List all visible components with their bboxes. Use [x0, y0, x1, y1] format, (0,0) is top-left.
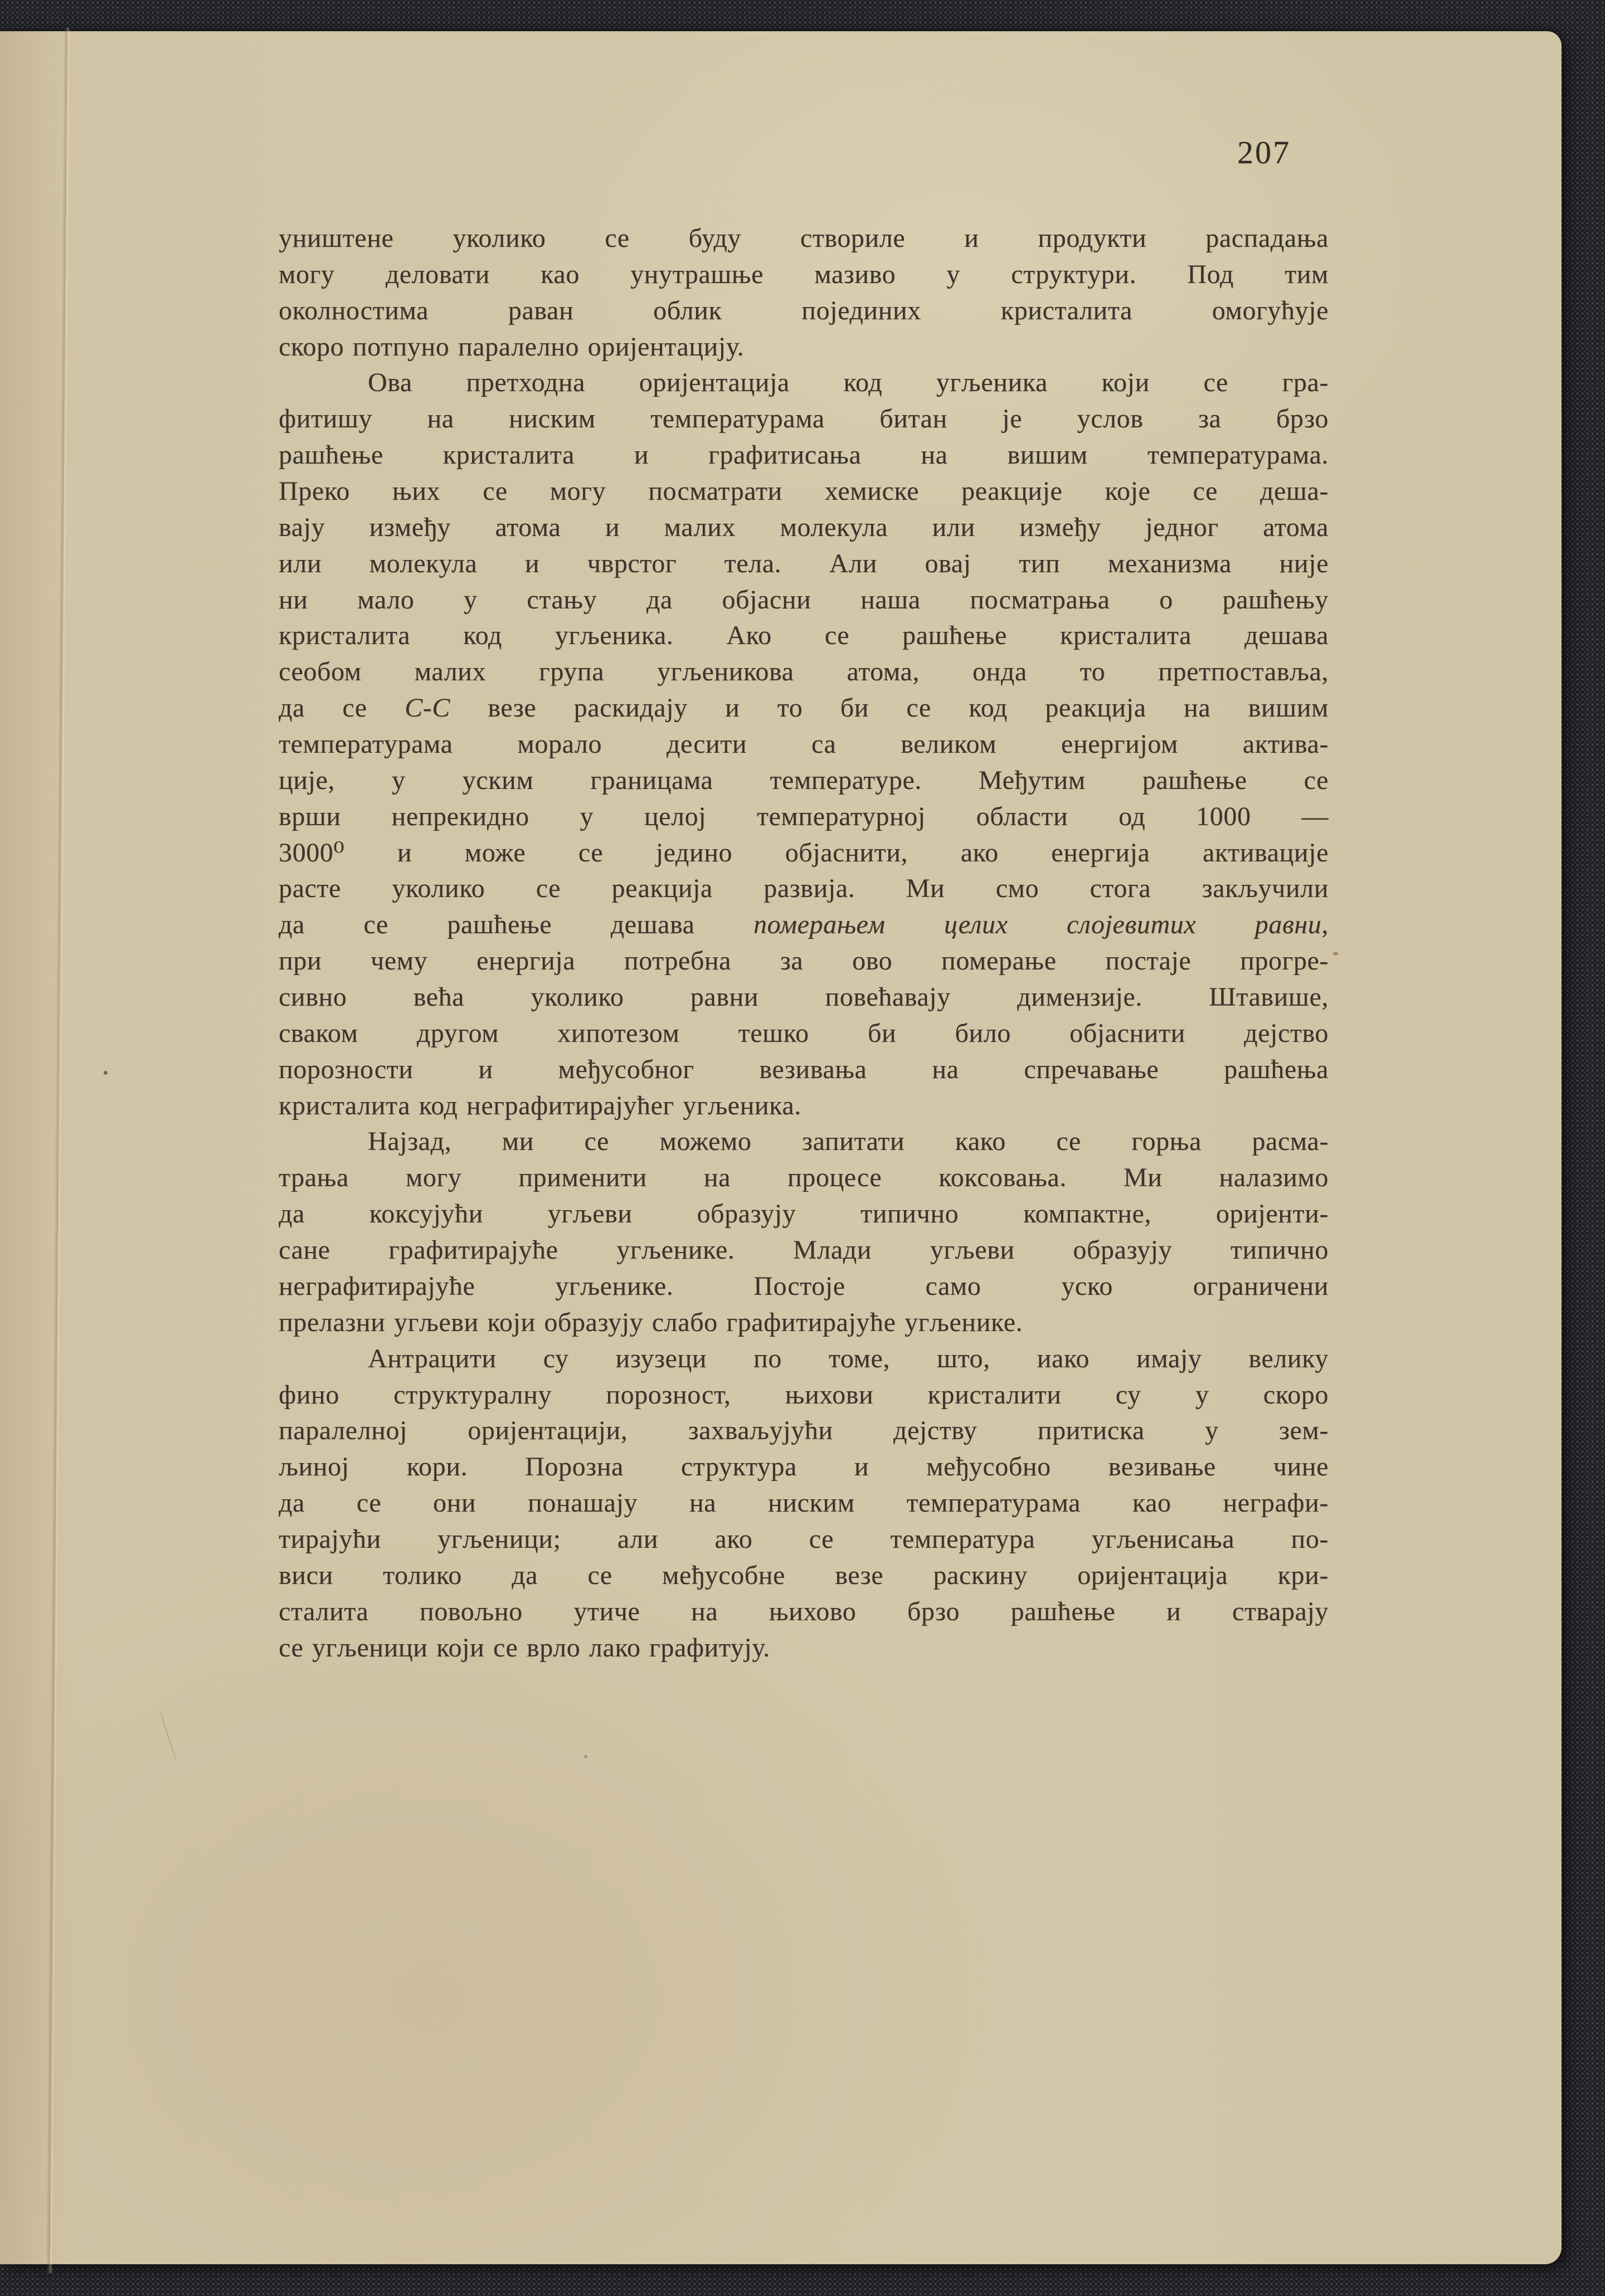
paper-speck	[1333, 952, 1338, 956]
text-line: 3000⁰ и може се једино објаснити, ако енергија активације	[279, 837, 1329, 867]
text-line: да коксујући угљеви образују типично компактне, оријенти-	[279, 1199, 1329, 1229]
text-line: фитишу на ниским температурама битан је услов за брзо	[279, 404, 1329, 434]
text-line: кристалита код угљеника. Ако се рашћење кристалита дешава	[279, 621, 1329, 651]
paper-speck	[104, 1071, 108, 1075]
text-line: сталита повољно утиче на њихово брзо рашћење и стварају	[279, 1596, 1329, 1626]
text-line: тирајући угљеници; али ако се температура угљенисања по-	[279, 1524, 1329, 1554]
text-line: околностима раван облик појединих кристалита омогућује	[279, 295, 1329, 325]
text-line: љиној кори. Порозна структура и међусобно везивање чине	[279, 1452, 1329, 1482]
text-line: прелазни угљеви који образују слабо графитирајуће угљенике.	[279, 1307, 1023, 1337]
text-line: врши непрекидно у целој температурној области од 1000 —	[279, 801, 1329, 831]
text-line: фино структуралну порозност, њихови кристалити су у скоро	[279, 1379, 1329, 1410]
page-text-block	[279, 221, 1329, 1666]
text-line: ције, у уским границама температуре. Међутим рашћење се	[279, 765, 1329, 795]
text-line: рашћење кристалита и графитисања на вишим температурама.	[279, 440, 1329, 470]
text-line: да се рашћење дешава померањем целих слојевитих равни,	[279, 910, 1329, 940]
text-line: виси толико да се међусобне везе раскину оријентација кри-	[279, 1560, 1329, 1590]
text-line: сеобом малих група угљеникова атома, онда то претпоставља,	[279, 657, 1329, 687]
text-line: при чему енергија потребна за ово померање постаје прогре-	[279, 946, 1329, 976]
text-line: сивно већа уколико равни повећавају димензије. Штавише,	[279, 982, 1329, 1012]
paper-scratch-mark	[159, 1709, 178, 1761]
page-number: 207	[1237, 134, 1291, 170]
scanned-page	[0, 31, 1562, 2264]
text-line: да се C-C везе раскидају и то би се код реакција на вишим	[279, 693, 1329, 723]
text-line: неграфитирајуће угљенике. Постоје само уско ограничени	[279, 1271, 1329, 1301]
text-line: могу деловати као унутрашње мазиво у структури. Под тим	[279, 259, 1329, 289]
text-line: скоро потпуно паралелно оријентацију.	[279, 332, 745, 362]
text-line: се угљеници који се врло лако графитују.	[279, 1632, 770, 1663]
text-line: или молекула и чврстог тела. Али овај тип механизма није	[279, 548, 1329, 578]
text-line: ни мало у стању да објасни наша посматрања о рашћењу	[279, 584, 1329, 615]
text-line: вају између атома и малих молекула или између једног атома	[279, 512, 1329, 542]
text-line: сваком другом хипотезом тешко би било објаснити дејство	[279, 1018, 1329, 1048]
text-line: Ова претходна оријентација код угљеника који се гра-	[368, 368, 1329, 398]
text-line: кристалита код неграфитирајућег угљеника.	[279, 1090, 801, 1120]
text-line: сане графитирајуће угљенике. Млади угљеви образују типично	[279, 1235, 1329, 1265]
text-line: расте уколико се реакција развија. Ми смо стога закључили	[279, 874, 1329, 904]
text-line: Најзад, ми се можемо запитати како се горња расма-	[368, 1127, 1329, 1157]
text-line: порозности и међусобног везивања на спречавање рашћења	[279, 1054, 1329, 1084]
paper-speck	[584, 1755, 587, 1758]
text-line: Антрацити су изузеци по томе, што, иако имају велику	[368, 1343, 1329, 1373]
text-line: уништене уколико се буду створиле и продукти распадања	[279, 223, 1329, 253]
text-line: да се они понашају на ниским температурама као неграфи-	[279, 1488, 1329, 1518]
text-line: Преко њих се могу посматрати хемиске реакције које се деша-	[279, 476, 1329, 506]
text-line: температурама морало десити са великом енергијом актива-	[279, 729, 1329, 759]
text-line: паралелној оријентацији, захваљујући дејству притиска у зем-	[279, 1416, 1329, 1446]
text-line: трања могу применити на процесе коксовања. Ми налазимо	[279, 1163, 1329, 1193]
